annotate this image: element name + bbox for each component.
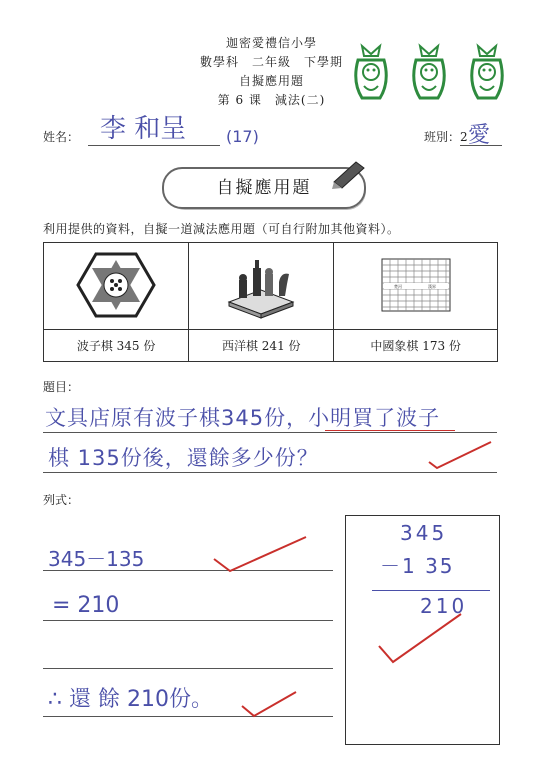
red-check-mark xyxy=(425,440,495,470)
svg-text:楚河: 楚河 xyxy=(393,283,402,289)
red-underline xyxy=(325,430,455,431)
school-mascot-icon xyxy=(466,42,508,102)
school-name: 迦密愛禮信小學 xyxy=(225,36,317,50)
working-label: 列式： xyxy=(43,493,80,507)
lesson-title: 第 6 课 減法(二) xyxy=(217,93,326,107)
item-name-cell: 中國象棋 173 份 xyxy=(334,330,498,362)
name-label: 姓名： xyxy=(43,130,80,144)
calc-minuend: 345 xyxy=(400,521,448,545)
question-line-1: 文具店原有波子棋345份，小明買了波子 xyxy=(45,406,441,430)
section-banner: 自擬應用題 xyxy=(162,167,366,209)
name-value: 李 和呈 xyxy=(100,114,187,144)
student-number: (17) xyxy=(226,127,259,146)
svg-text:漢界: 漢界 xyxy=(427,283,436,289)
answer-line xyxy=(43,472,497,473)
question-line-2: 棋 135份後，還餘多少份？ xyxy=(48,446,319,470)
pencil-icon xyxy=(330,160,366,194)
working-line-1: 345－135 xyxy=(48,547,145,571)
chinese-checkers-icon xyxy=(76,250,156,320)
answer-line xyxy=(43,432,497,433)
school-logo-1 xyxy=(350,42,392,106)
calc-result: 210 xyxy=(420,594,468,618)
number-value-wrap xyxy=(226,127,259,146)
name-underline xyxy=(88,145,220,146)
question-label: 題目： xyxy=(43,380,80,394)
school-mascot-icon xyxy=(350,42,392,102)
red-check-mark xyxy=(210,535,310,575)
red-check-mark xyxy=(240,690,300,720)
red-check-mark xyxy=(375,610,465,670)
xiangqi-board-icon xyxy=(376,255,456,315)
calc-subtrahend: －1 35 xyxy=(380,554,455,578)
worksheet-topic: 自擬應用題 xyxy=(238,74,304,88)
conclusion-line: ∴ 還 餘 210份。 xyxy=(48,687,213,712)
item-picture-cell xyxy=(44,243,189,330)
class-value: 愛 xyxy=(468,123,491,148)
items-table xyxy=(43,242,498,362)
class-underline xyxy=(460,145,502,146)
item-picture-cell xyxy=(334,243,498,330)
class-label: 班別：2 xyxy=(424,130,468,144)
item-name-cell: 波子棋 345 份 xyxy=(44,330,189,362)
calc-rule xyxy=(372,590,490,591)
instruction-text: 利用提供的資料，自擬一道減法應用題（可自行附加其他資料）。 xyxy=(43,222,400,236)
school-logo-3 xyxy=(466,42,508,106)
item-picture-cell xyxy=(189,243,334,330)
working-line xyxy=(43,620,333,621)
item-name-cell: 西洋棋 241 份 xyxy=(189,330,334,362)
school-logo-2 xyxy=(408,42,450,106)
chess-pieces-icon xyxy=(221,250,301,320)
subject-line: 數學科 二年級 下學期 xyxy=(199,55,343,69)
working-line-2: = 210 xyxy=(52,593,120,618)
school-mascot-icon xyxy=(408,42,450,102)
working-line xyxy=(43,668,333,669)
